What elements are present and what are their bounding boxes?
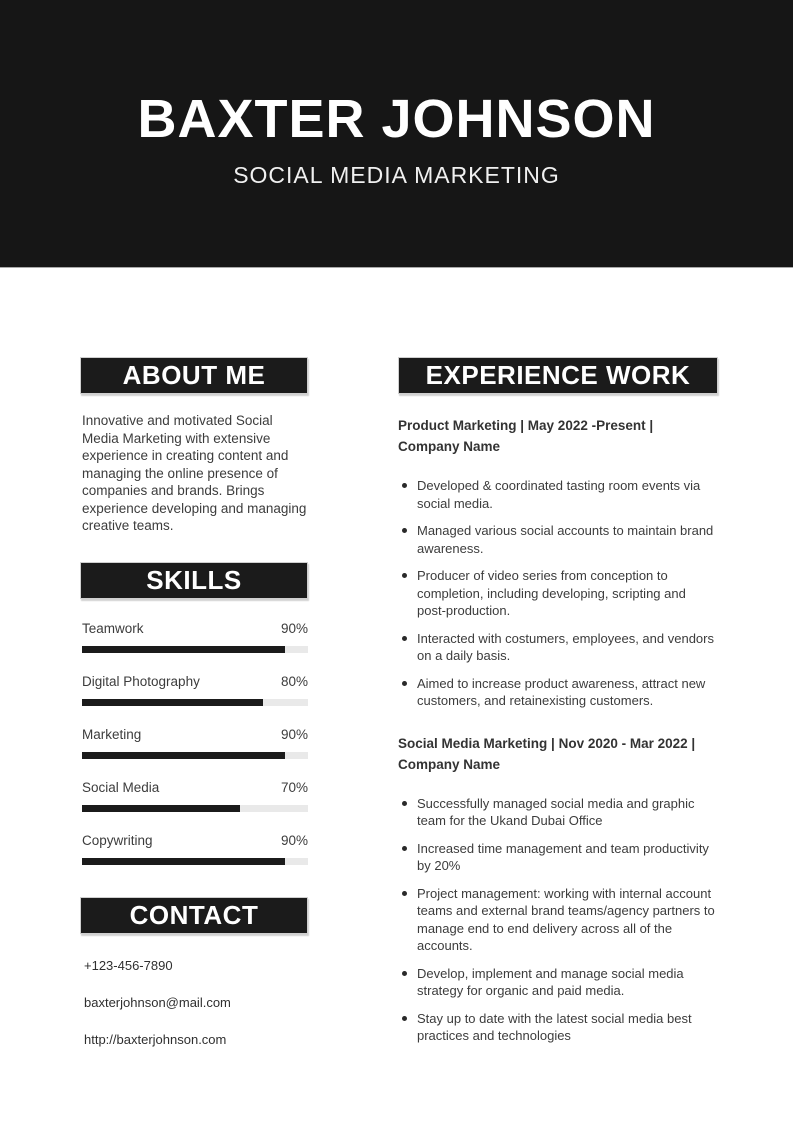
skill-label: Teamwork <box>82 620 144 636</box>
skill-percent: 90% <box>280 726 308 742</box>
skill-bar-fill <box>82 646 285 653</box>
contact-list <box>80 957 308 1048</box>
contact-item: +123-456-7890 <box>84 957 173 973</box>
job-bullet <box>400 477 718 512</box>
bullet-dot-icon <box>402 971 407 976</box>
bullet-dot-icon <box>402 846 407 851</box>
skill-item <box>82 674 308 706</box>
jobs-list <box>398 415 718 1045</box>
job-bullet-text: Managed various social accounts to maintain brand awareness. <box>417 523 714 556</box>
bullet-dot-icon <box>402 891 407 896</box>
bullet-dot-icon <box>402 636 407 641</box>
job-bullet <box>400 1010 718 1045</box>
skill-percent: 90% <box>280 620 308 636</box>
job-bullet <box>400 795 718 830</box>
skill-item <box>82 621 308 653</box>
skill-bar-track <box>82 699 308 706</box>
skill-percent: 70% <box>280 779 308 795</box>
job-title-line: Product Marketing | May 2022 -Present | <box>398 418 654 433</box>
bullet-dot-icon <box>402 681 407 686</box>
skill-label: Social Media <box>82 779 160 795</box>
job-bullet <box>400 630 718 665</box>
bullet-dot-icon <box>402 528 407 533</box>
job-bullet-text: Increased time management and team productivity by 20% <box>417 840 709 873</box>
skill-label: Digital Photography <box>82 673 200 689</box>
content-columns <box>0 268 793 1068</box>
skill-bar-fill <box>82 699 263 706</box>
skill-item <box>82 780 308 812</box>
about-section <box>80 357 308 535</box>
job-bullet <box>400 965 718 1000</box>
person-role: SOCIAL MEDIA MARKETING <box>233 161 560 188</box>
job-bullet-text: Stay up to date with the latest social media best practices and technologies <box>417 1010 692 1043</box>
bullet-dot-icon <box>402 1016 407 1021</box>
job-bullet <box>400 567 718 620</box>
contact-heading: CONTACT <box>80 897 308 934</box>
job-bullet <box>400 675 718 710</box>
right-column <box>398 357 718 1068</box>
about-heading: ABOUT ME <box>80 357 308 394</box>
job-bullet <box>400 522 718 557</box>
job-bullet-list <box>398 795 718 1045</box>
skill-bar-track <box>82 805 308 812</box>
job-bullet <box>400 885 718 955</box>
skills-heading: SKILLS <box>80 562 308 599</box>
job-bullet-text: Interacted with costumers, employees, and vendors on a daily basis. <box>417 630 714 663</box>
job-bullet <box>400 840 718 875</box>
experience-section <box>398 357 718 1045</box>
skill-bar-fill <box>82 858 285 865</box>
job-title-line: Company Name <box>398 439 501 454</box>
skill-percent: 90% <box>280 832 308 848</box>
skill-label: Copywriting <box>82 832 153 848</box>
bullet-dot-icon <box>402 801 407 806</box>
job-bullet-text: Aimed to increase product awareness, attract new customers, and retainexisting customers. <box>417 675 706 708</box>
contact-item: http://baxterjohnson.com <box>84 1031 227 1047</box>
job-title-line: Company Name <box>398 756 501 772</box>
left-column <box>80 357 308 1068</box>
job-entry <box>398 733 718 1045</box>
job-title <box>398 733 718 775</box>
contact-item: baxterjohnson@mail.com <box>84 994 231 1010</box>
about-text: Innovative and motivated Social Media Marketing with extensive experience in creating content and managing the online presence of companies and brands. Brings experience developing and managing creative teams. <box>82 413 307 533</box>
header-banner <box>0 0 793 268</box>
job-bullet-text: Project management: working with internal account teams and external brand teams/agency partners to manage end to end delivery across all of the accounts. <box>417 885 715 953</box>
contact-section <box>80 897 308 1048</box>
job-bullet-text: Develop, implement and manage social media strategy for organic and paid media. <box>417 965 684 998</box>
bullet-dot-icon <box>402 573 407 578</box>
job-bullet-text: Successfully managed social media and graphic team for the Ukand Dubai Office <box>417 795 695 828</box>
skill-item <box>82 727 308 759</box>
job-bullet-text: Developed & coordinated tasting room events via social media. <box>417 478 701 511</box>
bullet-dot-icon <box>402 483 407 488</box>
skill-bar-fill <box>82 752 285 759</box>
skill-label: Marketing <box>82 726 142 742</box>
job-title <box>398 415 718 457</box>
job-bullet-list <box>398 477 718 710</box>
job-title-line: Social Media Marketing | Nov 2020 - Mar 2022 | <box>398 735 696 751</box>
skills-list <box>80 621 308 865</box>
skills-section <box>80 562 308 865</box>
skill-item <box>82 833 308 865</box>
experience-heading: EXPERIENCE WORK <box>398 357 718 394</box>
skill-bar-fill <box>82 805 240 812</box>
job-bullet-text: Producer of video series from conception to completion, including developing, scripting and post-production. <box>417 568 686 618</box>
job-entry <box>398 415 718 710</box>
skill-bar-track <box>82 646 308 653</box>
skill-bar-track <box>82 752 308 759</box>
skill-bar-track <box>82 858 308 865</box>
person-name: BAXTER JOHNSON <box>137 89 656 150</box>
skill-percent: 80% <box>280 673 308 689</box>
